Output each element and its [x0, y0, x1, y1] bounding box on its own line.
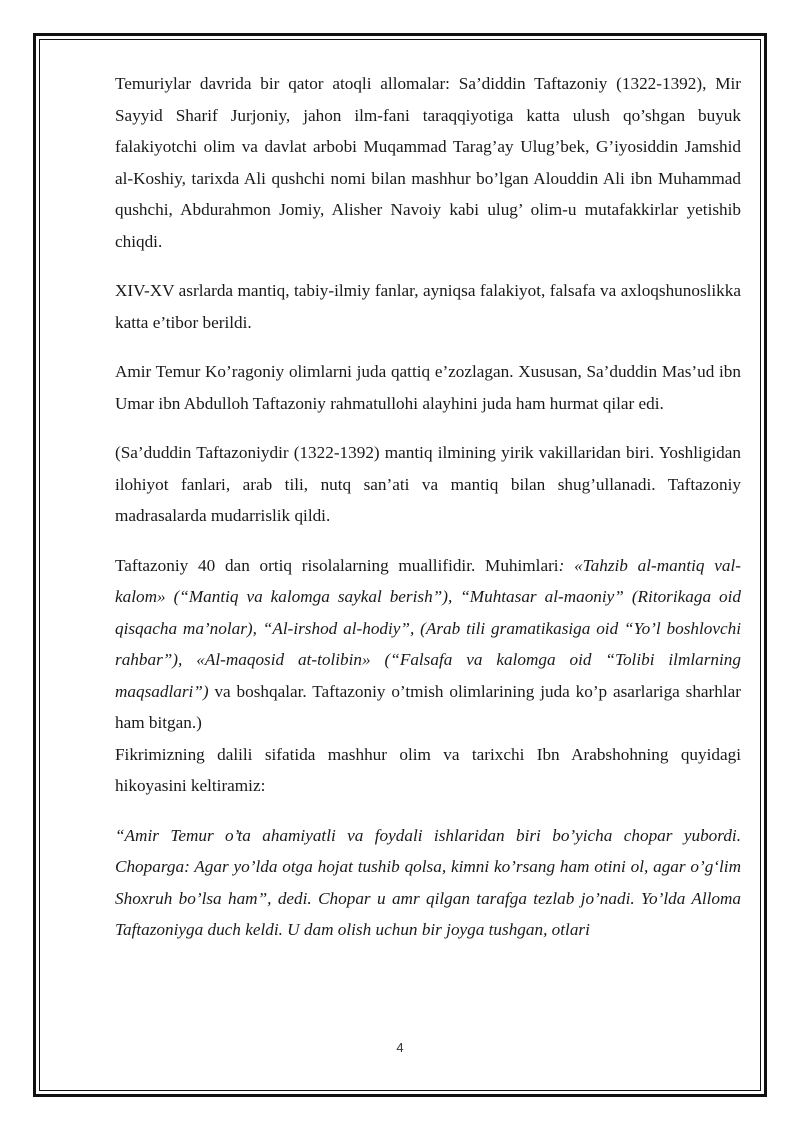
paragraph-taftazoniy-biography: (Sa’duddin Taftazoniydir (1322-1392) mantiq ilmining yirik vakillaridan biri. Yoshligidan ilohiyot fanlari, arab tili, nutq san’ati va mantiq bilan shug’ullanadi. Taftazoniy madrasalarda mudarrislik qildi.: [115, 443, 741, 525]
document-body: [115, 68, 741, 946]
paragraph-quoted-story: [115, 820, 741, 946]
paragraph-temuriylar-allomalar: Temuriylar davrida bir qator atoqli allomalar: Sa’diddin Taftazoniy (1322-1392), Mir Sayyid Sharif Jurjoniy, jahon ilm-fani taraqqiyotiga katta ulush qo’shgan buyuk falakiyotchi olim va davlat arbobi Muqammad Tarag’ay Ulug’bek, G’iyosiddin Jamshid al-Koshiy, tarixda Ali qushchi nomi bilan mashhur bo’lgan Alouddin Ali ibn Muhammad qushchi, Abdurahmon Jomiy, Alisher Navoiy kabi ulug’ olim-u mutafakkirlar yetishib chiqdi.: [115, 74, 741, 251]
paragraph-taftazoniy-works: [115, 550, 741, 739]
paragraph-ibn-arabshoh-intro: Fikrimizning dalili sifatida mashhur olim va tarixchi Ibn Arabshohning quyidagi hikoyasini keltiramiz:: [115, 744, 741, 795]
works-intro-text: Taftazoniy 40 dan ortiq risolalarning muallifidir. Muhimlari: [115, 555, 559, 575]
works-titles-italic: : «Tahzib al-mantiq val-kalom» (“Mantiq va kalomga saykal berish”), “Muhtasar al-maoniy” (Ritorikaga oid qisqacha ma’nolar), “Al-irshod al-hodiy”, (Arab tili gramatikasiga oid “Yo’l boshlovchi rahbar”), «Al-maqosid at-tolibin» (“Falsafa va kalomga oid “Tolibi ilmlarning maqsadlari”): [115, 555, 741, 701]
page-number: 4: [396, 1040, 404, 1055]
paragraph-xiv-xv-asrlar: XIV-XV asrlarda mantiq, tabiy-ilmiy fanlar, ayniqsa falakiyot, falsafa va axloqshunoslikka katta e’tibor berildi.: [115, 281, 741, 332]
works-closing-text: va boshqalar. Taftazoniy o’tmish olimlarining juda ko’p asarlariga sharhlar ham bitgan.): [115, 681, 741, 732]
quoted-story-italic: “Amir Temur o’ta ahamiyatli va foydali ishlaridan biri bo’yicha chopar yubordi. Choparga: Agar yo’lda otga hojat tushib qolsa, kimni ko’rsang ham otini ol, agar o’g‘lim Shoxruh bo’lsa ham”, dedi. Chopar u amr qilgan tarafga tezlab jo’nadi. Yo’lda Alloma Taftazoniyga duch keldi. U dam olish uchun bir joyga tushgan, otlari: [115, 825, 741, 939]
paragraph-amir-temur-olimlar: Amir Temur Ko’ragoniy olimlarni juda qattiq e’zozlagan. Xususan, Sa’duddin Mas’ud ibn Umar ibn Abdulloh Taftazoniy rahmatullohi alayhini juda ham hurmat qilar edi.: [115, 362, 741, 413]
